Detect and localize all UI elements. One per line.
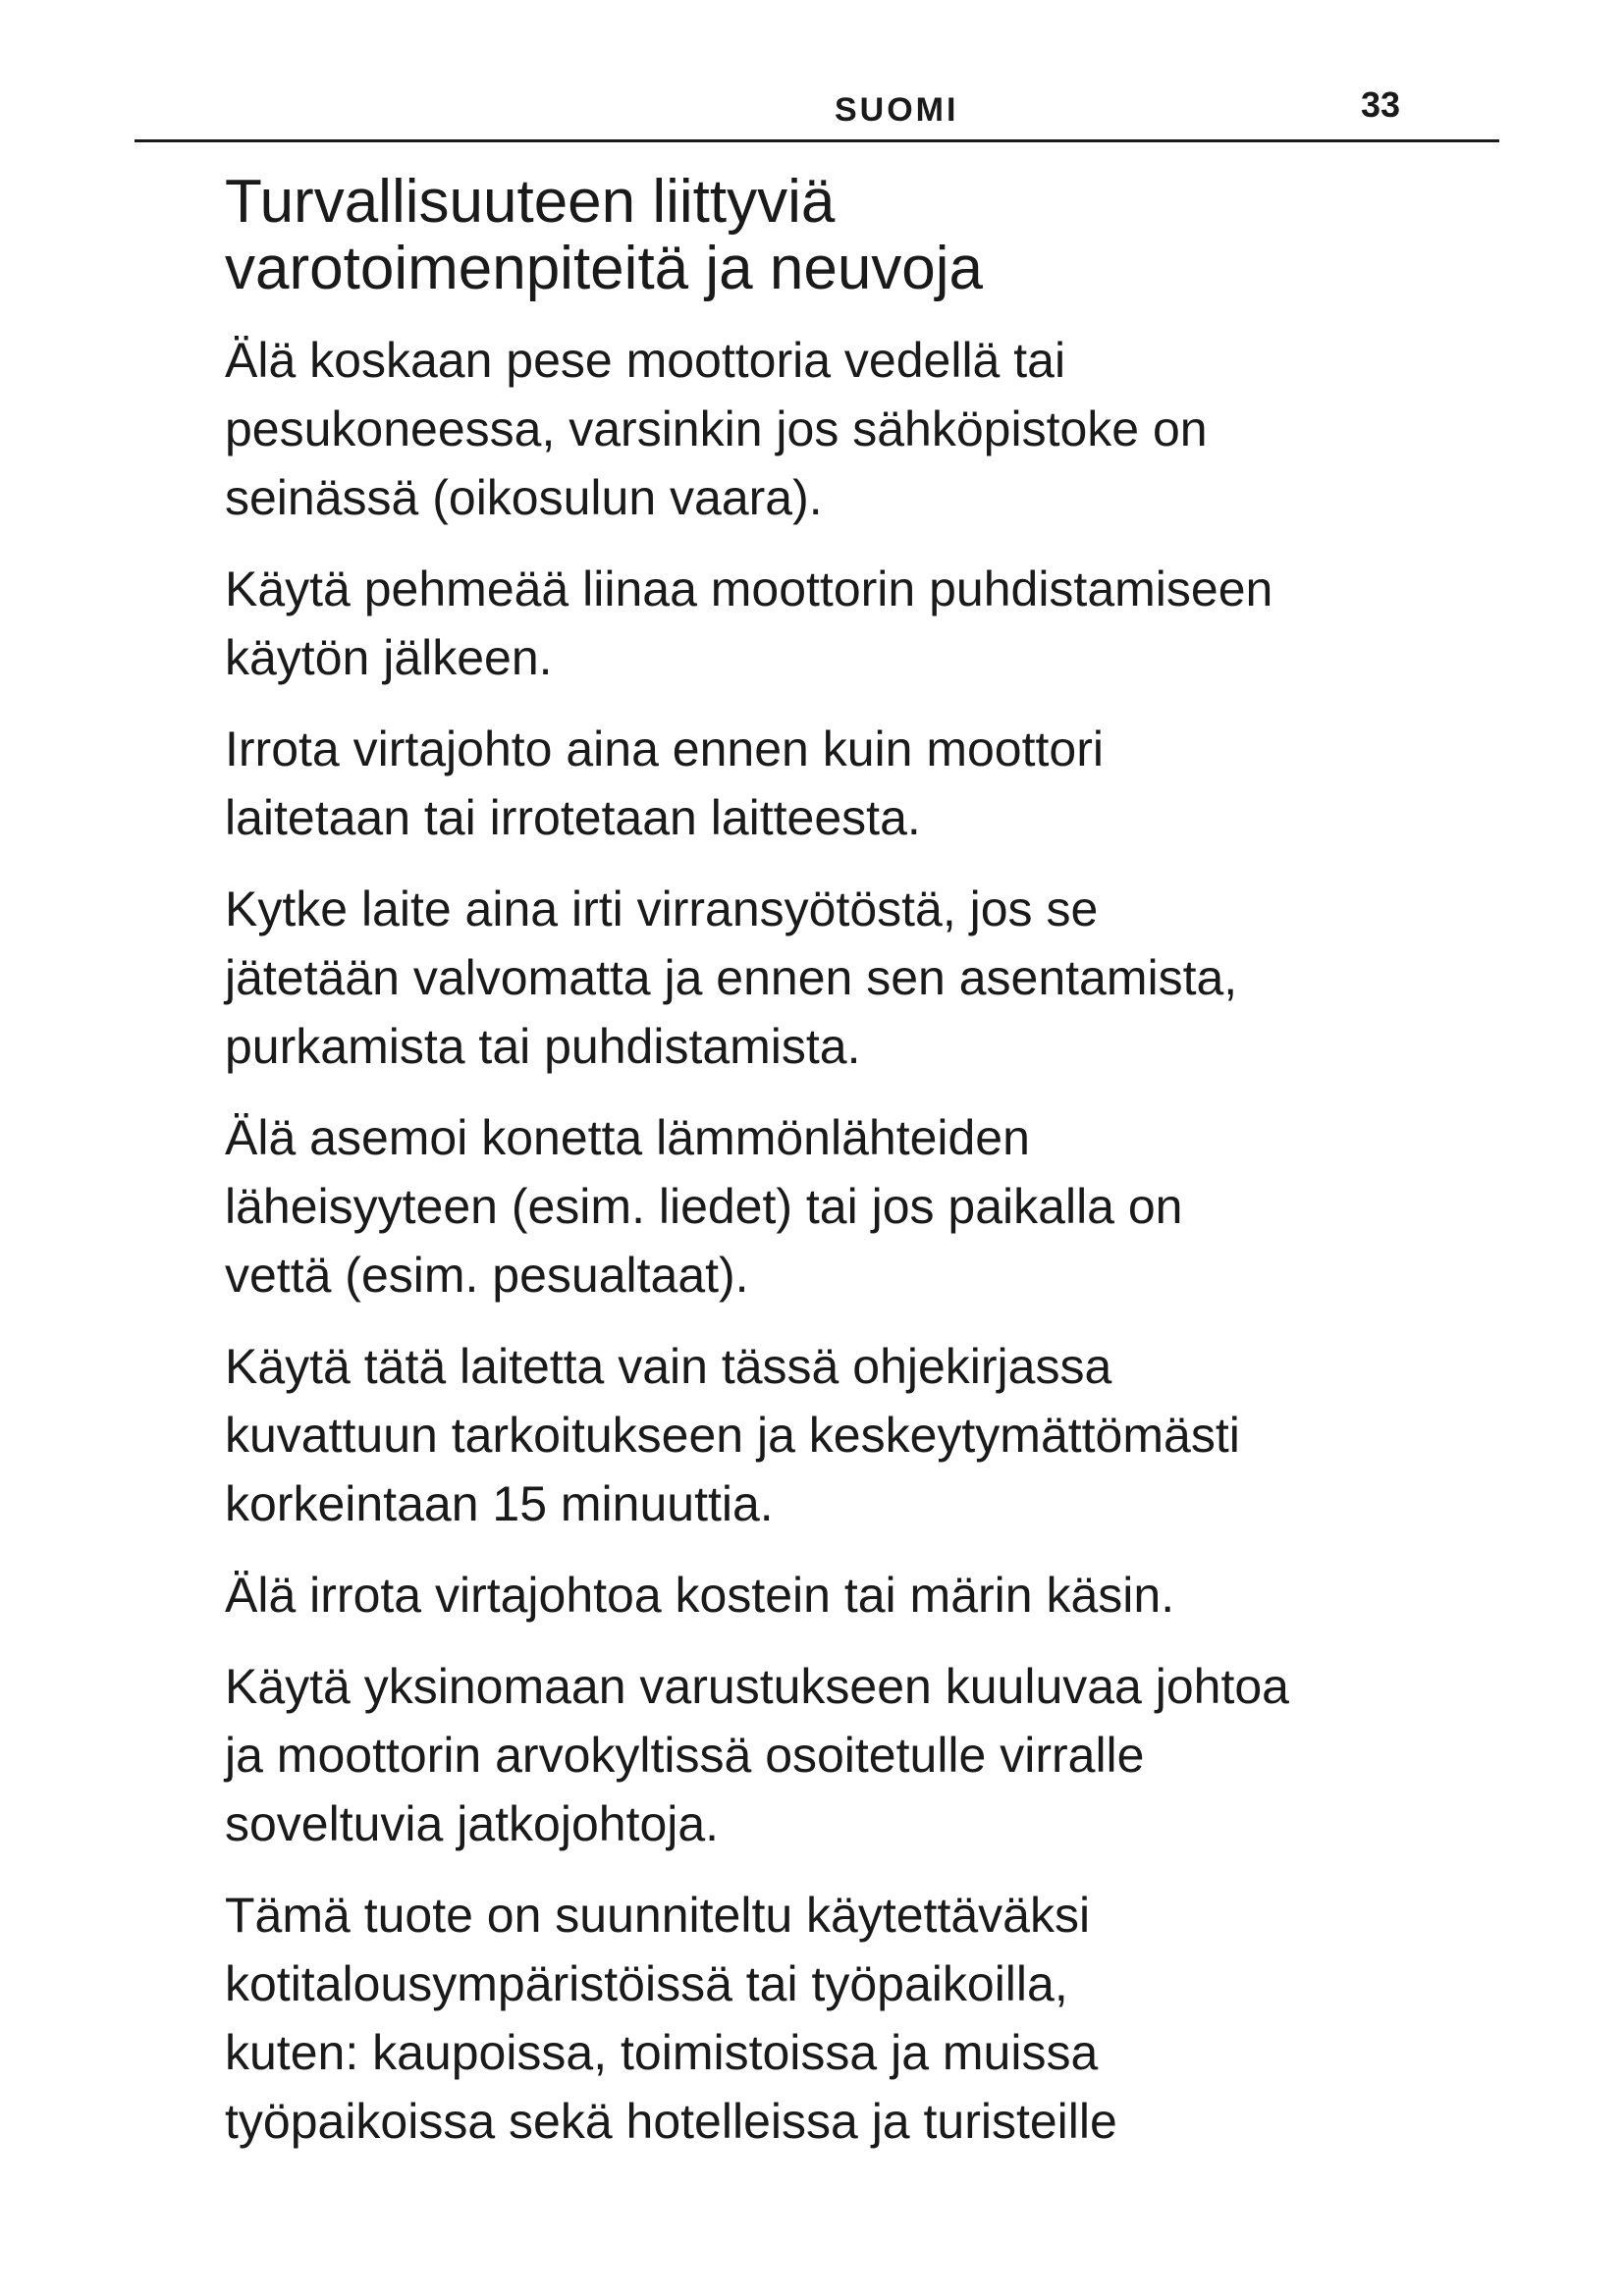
section-label: SUOMI xyxy=(835,91,959,129)
page-number: 33 xyxy=(1361,84,1401,125)
safety-paragraph xyxy=(225,875,1433,1081)
text-line: Älä koskaan pese moottoria vedellä tai xyxy=(225,333,1066,388)
text-line: työpaikoissa sekä hotelleissa ja turisteille xyxy=(225,2094,1117,2149)
text-line: kotitalousympäristöissä tai työpaikoilla, xyxy=(225,1956,1068,2011)
text-line: Käytä pehmeää liinaa moottorin puhdistamiseen xyxy=(225,561,1273,616)
text-line: kuten: kaupoissa, toimistoissa ja muissa xyxy=(225,2025,1099,2080)
safety-paragraph xyxy=(225,1332,1433,1538)
text-line: Tämä tuote on suunniteltu käytettäväksi xyxy=(225,1888,1091,1943)
title-line: varotoimenpiteitä ja neuvoja xyxy=(225,235,984,302)
text-line: jätetään valvomatta ja ennen sen asentamista, xyxy=(225,950,1238,1005)
page-title xyxy=(225,169,1433,302)
text-line: kuvattuun tarkoitukseen ja keskeytymättömästi xyxy=(225,1408,1240,1463)
safety-paragraph xyxy=(225,1103,1433,1309)
title-line: Turvallisuuteen liittyviä xyxy=(225,168,836,236)
safety-paragraph xyxy=(225,326,1433,532)
text-line: seinässä (oikosulun vaara). xyxy=(225,470,823,525)
text-line: Älä asemoi konetta lämmönlähteiden xyxy=(225,1110,1030,1165)
safety-paragraph xyxy=(225,1561,1433,1629)
text-line: Käytä tätä laitetta vain tässä ohjekirjassa xyxy=(225,1339,1112,1394)
text-line: pesukoneessa, varsinkin jos sähköpistoke on xyxy=(225,401,1208,456)
text-line: läheisyyteen (esim. liedet) tai jos paikalla on xyxy=(225,1179,1183,1234)
text-line: purkamista tai puhdistamista. xyxy=(225,1019,861,1074)
header-rule xyxy=(135,139,1499,142)
text-line: soveltuvia jatkojohtoja. xyxy=(225,1796,720,1851)
safety-paragraph xyxy=(225,1652,1433,1858)
text-line: laitetaan tai irrotetaan laitteesta. xyxy=(225,790,921,845)
text-line: vettä (esim. pesualtaat). xyxy=(225,1248,749,1303)
text-line: Kytke laite aina irti virransyötöstä, jos se xyxy=(225,881,1099,936)
text-line: Älä irrota virtajohtoa kostein tai märin käsin. xyxy=(225,1568,1175,1623)
page-content xyxy=(225,169,1433,2178)
text-line: Käytä yksinomaan varustukseen kuuluvaa johtoa xyxy=(225,1659,1289,1714)
safety-paragraph xyxy=(225,555,1433,692)
text-line: ja moottorin arvokyltissä osoitetulle virralle xyxy=(225,1728,1145,1783)
safety-paragraph xyxy=(225,1881,1433,2156)
text-line: Irrota virtajohto aina ennen kuin moottori xyxy=(225,721,1104,776)
text-line: korkeintaan 15 minuuttia. xyxy=(225,1476,774,1531)
running-header xyxy=(0,0,1624,147)
safety-paragraph xyxy=(225,715,1433,852)
text-line: käytön jälkeen. xyxy=(225,630,553,685)
